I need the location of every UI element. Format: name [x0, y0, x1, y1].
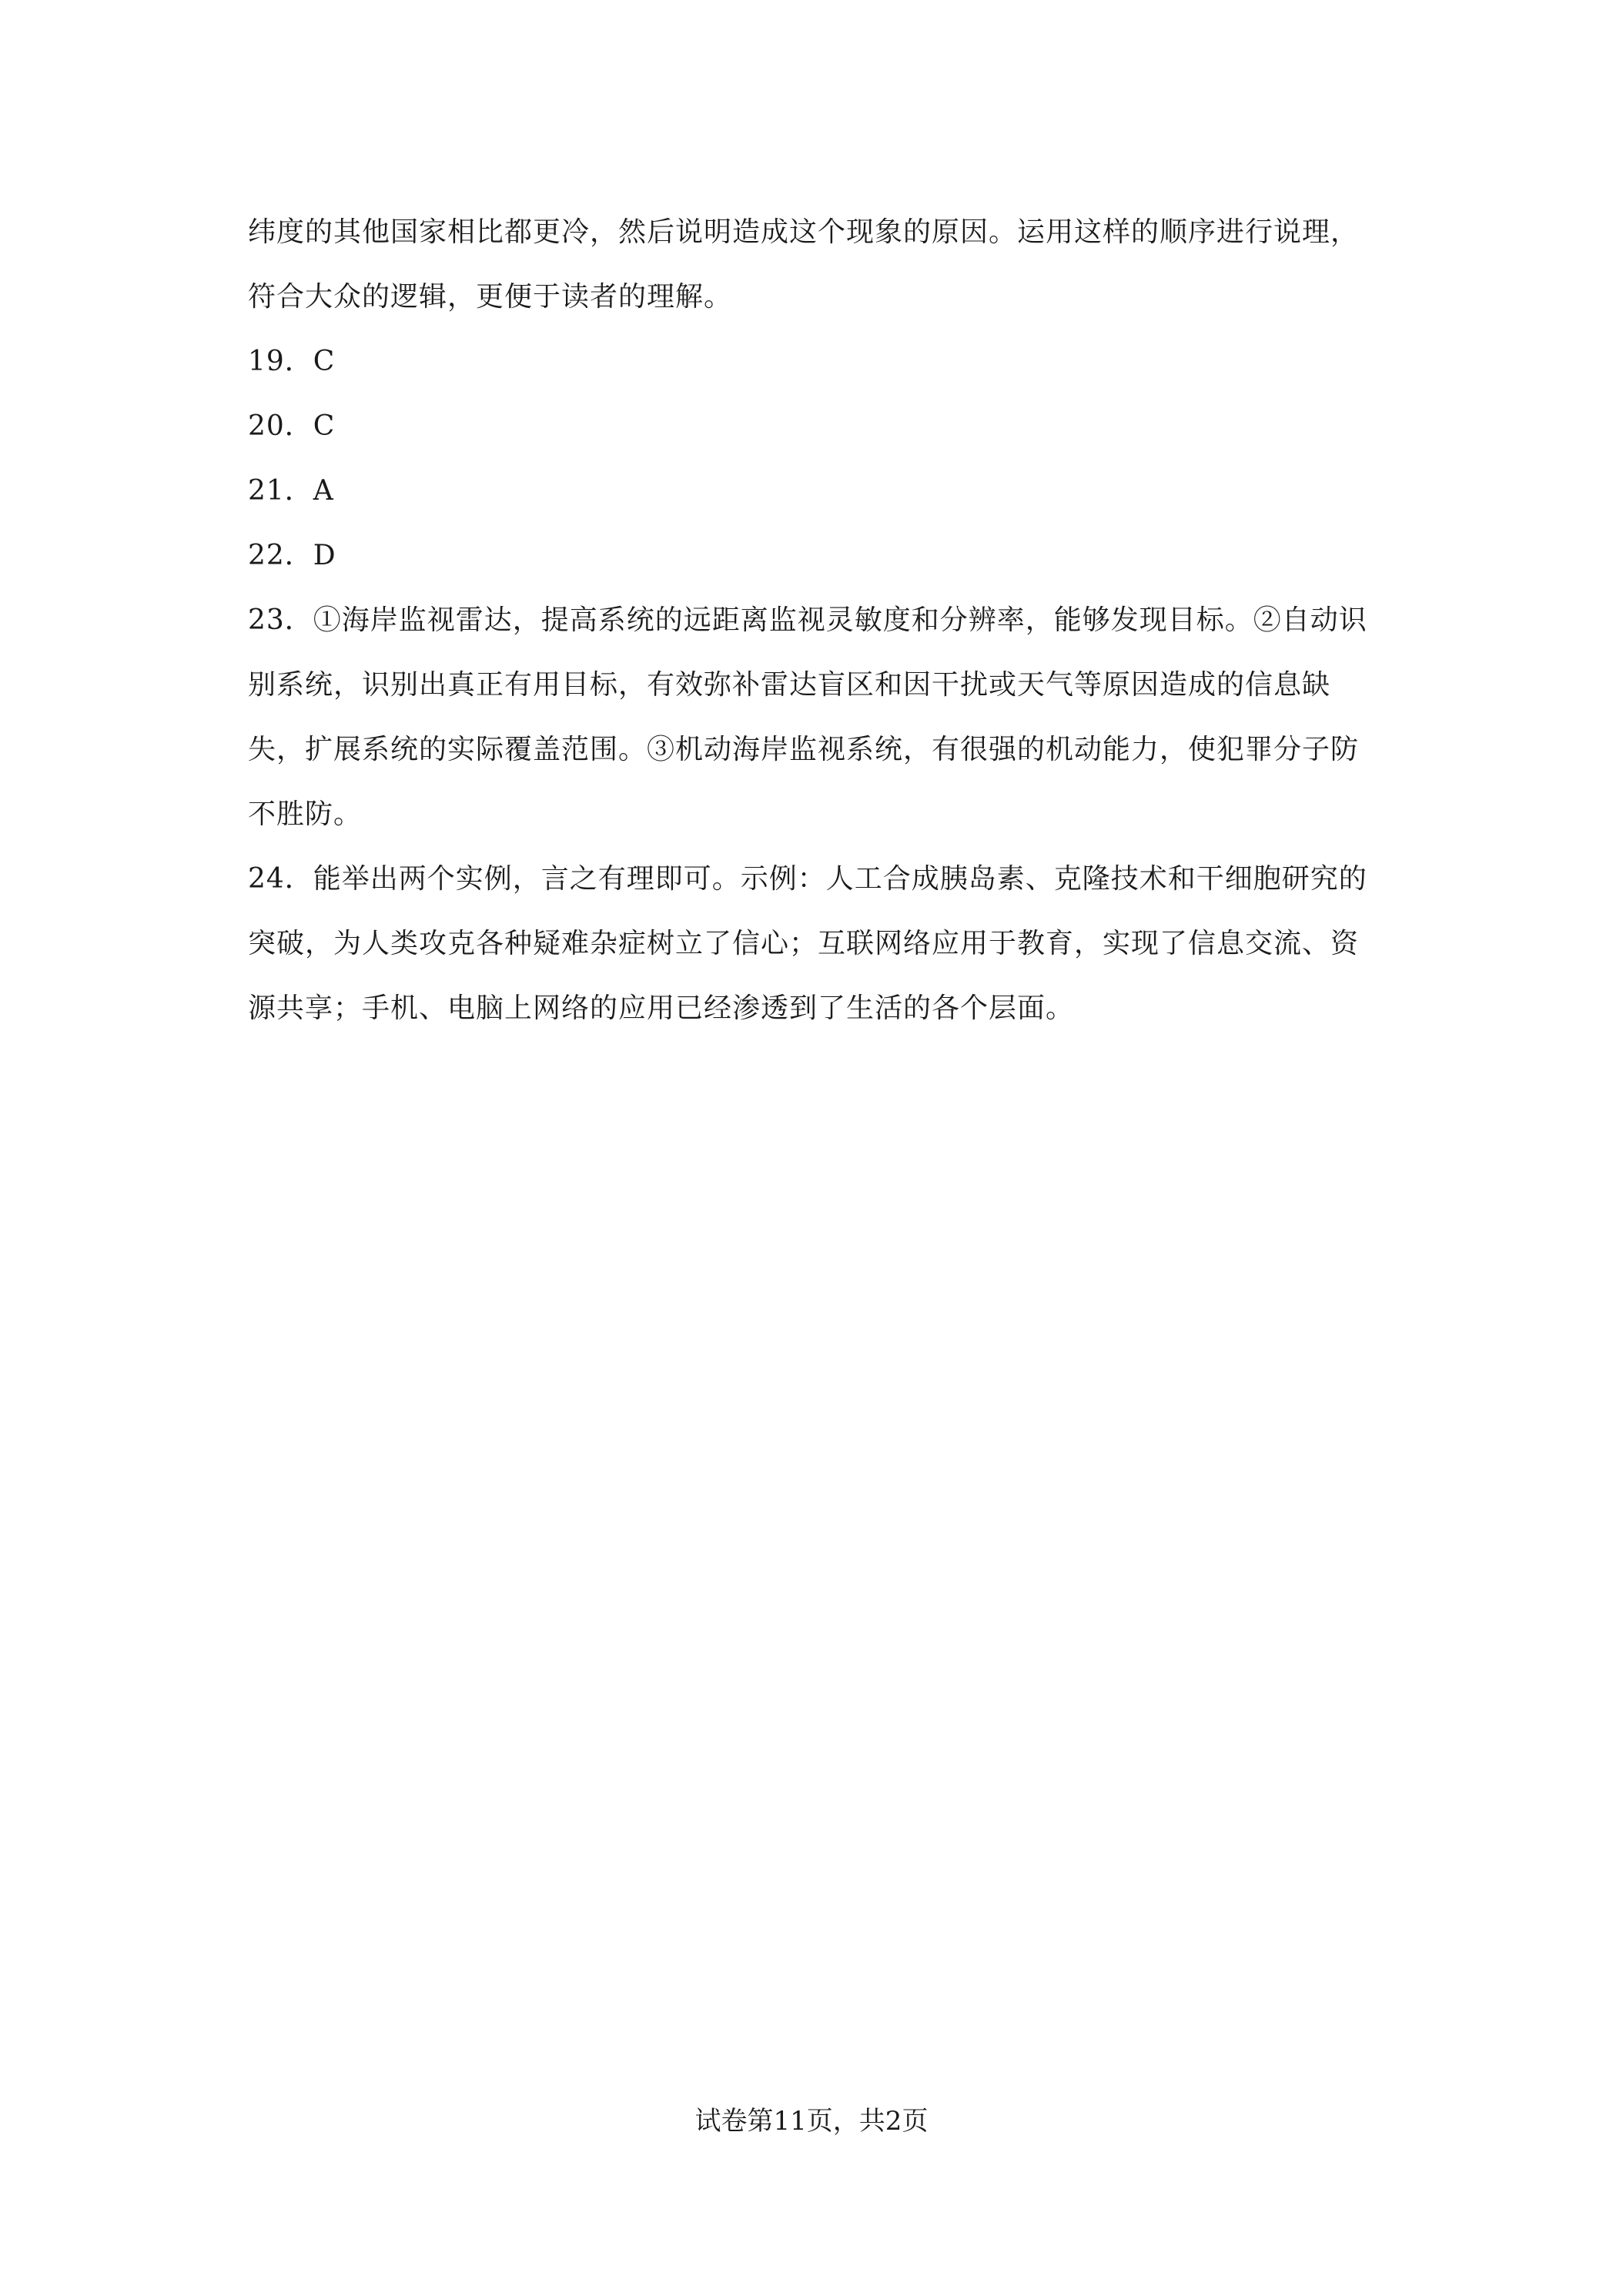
answer-21: 21．A [248, 475, 334, 507]
answer-22: 22．D [248, 540, 336, 571]
answer-23: 23．①海岸监视雷达，提高系统的远距离监视灵敏度和分辨率，能够发现目标。②自动识别系统，识别出真正有用目标，有效弥补雷达盲区和因干扰或天气等原因造成的信息缺失，扩展系统的实际覆盖范围。③机动海岸监视系统，有很强的机动能力，使犯罪分子防不胜防。 [248, 604, 1367, 830]
answer-19: 19．C [248, 346, 336, 377]
answer-content [248, 200, 1380, 1041]
answer-20: 20．C [248, 410, 336, 442]
answer-24: 24．能举出两个实例，言之有理即可。示例：人工合成胰岛素、克隆技术和干细胞研究的突破，为人类攻克各种疑难杂症树立了信心；互联网络应用于教育，实现了信息交流、资源共享；手机、电脑上网络的应用已经渗透到了生活的各个层面。 [248, 863, 1367, 1024]
answer-paragraph-18-continued: 纬度的其他国家相比都更冷，然后说明造成这个现象的原因。运用这样的顺序进行说理，符合大众的逻辑，更便于读者的理解。 [248, 216, 1360, 313]
page-footer: 试卷第11页，共2页 [694, 2106, 929, 2137]
